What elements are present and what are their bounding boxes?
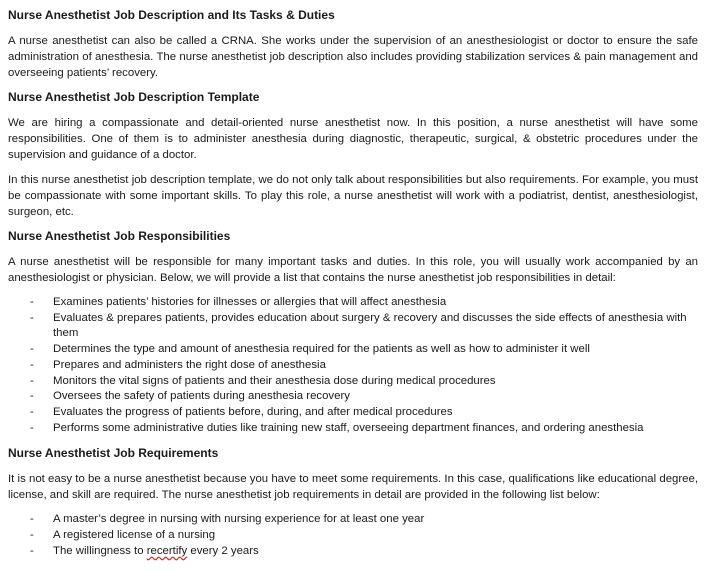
description-paragraph: A nurse anesthetist can also be called a CRNA. She works under the supervision of an anesthesiologist or doctor to ensure the safe administration of anesthesia. The nurse anesthetist job description also includes providing stabilization services & pain management and overseeing patients’ recovery.	[8, 35, 698, 79]
requirements-list	[8, 512, 698, 559]
responsibilities-list	[8, 295, 698, 436]
list-item: - Oversees the safety of patients during anesthesia recovery	[30, 390, 350, 403]
list-item: - A registered license of a nursing	[30, 529, 216, 542]
list-item: - Performs some administrative duties like training new staff, overseeing department finances, and ordering anesthesia	[30, 421, 644, 434]
responsibilities-intro: A nurse anesthetist will be responsible for many important tasks and duties. In this role, you will usually work accompanied by an anesthesiologist or physician. Below, we will provide a list that contains the nurse anesthetist job responsibilities in detail:	[8, 256, 698, 284]
spellcheck-flagged-word: recertify	[146, 544, 188, 557]
list-item: - Monitors the vital signs of patients and their anesthesia dose during medical procedures	[30, 374, 496, 387]
list-item: - A master’s degree in nursing with nursing experience for at least one year	[30, 513, 425, 526]
list-item: - Evaluates & prepares patients, provides education about surgery & recovery and discusses the side effects of anesthesia with them	[30, 311, 687, 340]
section-heading-requirements: Nurse Anesthetist Job Requirements	[8, 446, 219, 461]
list-item: - Prepares and administers the right dose of anesthesia	[30, 358, 326, 371]
section-heading-description: Nurse Anesthetist Job Description and Its Tasks & Duties	[8, 8, 335, 22]
requirements-intro: It is not easy to be a nurse anesthetist because you have to meet some requirements. In this case, qualifications like educational degree, license, and skill are required. The nurse anesthetist job requirements in detail are provided in the following list below:	[8, 473, 698, 502]
section-heading-template: Nurse Anesthetist Job Description Template	[8, 90, 260, 104]
list-item: - Examines patients’ histories for illnesses or allergies that will affect anesthesia	[30, 296, 447, 308]
list-item: - The willingness to recertify every 2 years	[30, 544, 259, 557]
list-item: - Evaluates the progress of patients before, during, and after medical procedures	[30, 405, 453, 418]
section-heading-responsibilities: Nurse Anesthetist Job Responsibilities	[8, 229, 231, 243]
template-paragraph-1: We are hiring a compassionate and detail-oriented nurse anesthetist now. In this position, a nurse anesthetist will have some responsibilities. One of them is to administer anesthesia during diagnostic, therapeutic, surgical, & obstetric procedures under the supervision and guidance of a doctor.	[8, 117, 698, 161]
list-item: - Determines the type and amount of anesthesia required for the patients as well as how to administer it well	[30, 343, 590, 356]
template-paragraph-2: In this nurse anesthetist job description template, we do not only talk about responsibilities but also requirements. For example, you must be compassionate with some important skills. To play this role, a nurse anesthetist will work with a podiatrist, dentist, anesthesiologist, surgeon, etc.	[8, 174, 698, 218]
